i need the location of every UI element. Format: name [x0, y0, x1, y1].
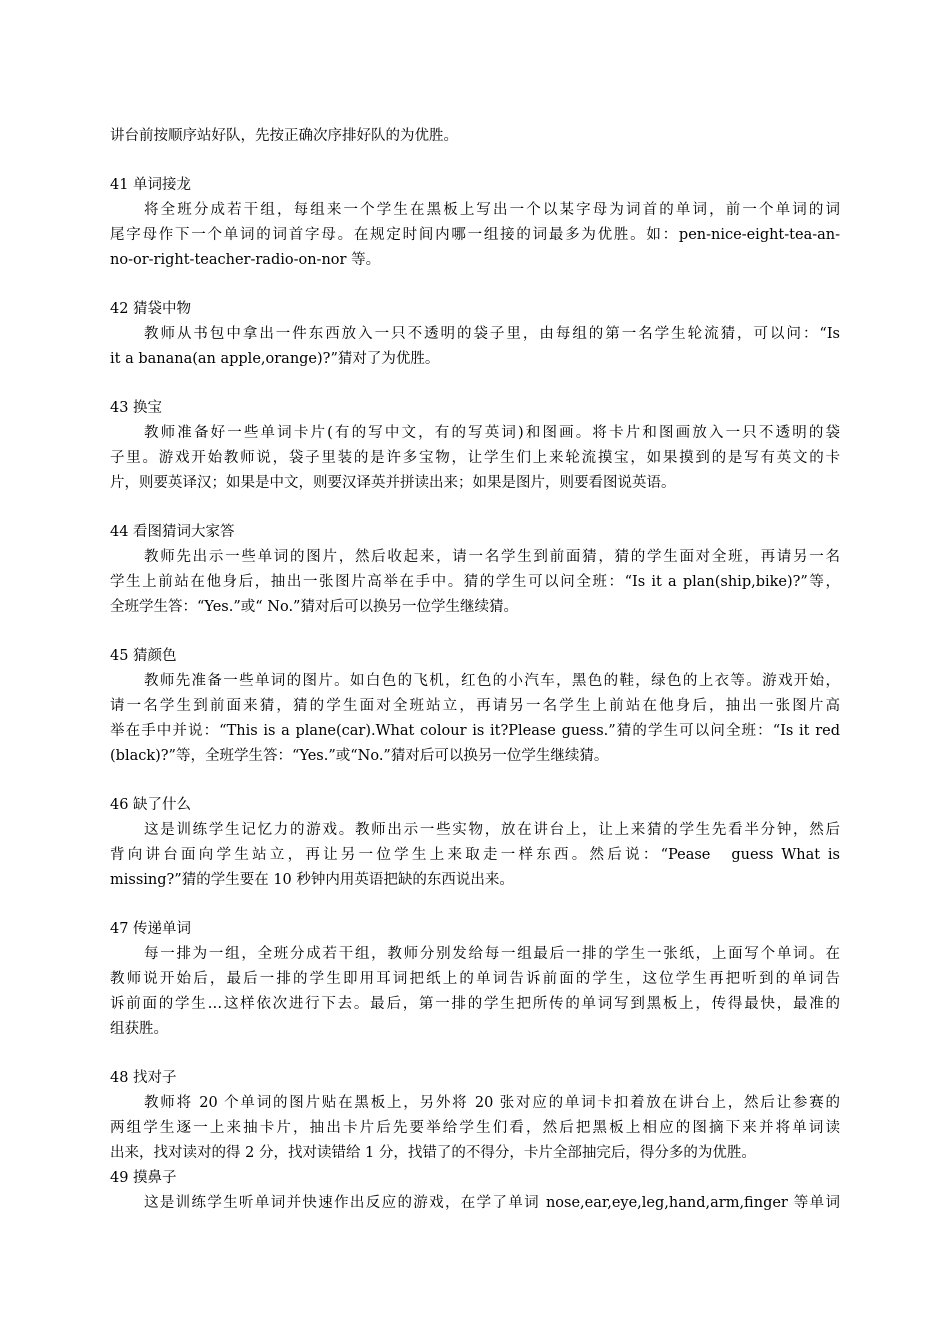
- text-line: 组获胜。: [110, 1021, 168, 1037]
- text-line: 将全班分成若干组，每组来一个学生在黑板上写出一个以某字母为词首的单词，前一个单词的词: [144, 202, 840, 218]
- text-line: it a banana(an apple,orange)?”猜对了为优胜。: [110, 351, 440, 367]
- text-line: 请一名学生到前面来猜，猜的学生面对全班站立，再请另一名学生上前站在他身后，抽出一张图片高: [110, 698, 840, 714]
- text-line: 全班学生答：“Yes.”或“ No.”猜对后可以换另一位学生继续猜。: [110, 599, 518, 615]
- text-line: no-or-right-teacher-radio-on-nor 等。: [110, 252, 381, 268]
- section-heading: 43 换宝: [110, 400, 163, 416]
- text-line: 出来，找对读对的得 2 分，找对读错给 1 分，找错了的不得分，卡片全部抽完后，得分多的为优胜。: [110, 1145, 756, 1161]
- section-42: [110, 297, 840, 372]
- section-46: [110, 793, 840, 893]
- text-line: 教师从书包中拿出一件东西放入一只不透明的袋子里，由每组的第一名学生轮流猜，可以问：“Is: [144, 326, 840, 342]
- document-page: [110, 124, 840, 1216]
- text-line: 教师说开始后，最后一排的学生即用耳词把纸上的单词告诉前面的学生，这位学生再把听到的单词告: [110, 971, 840, 987]
- text-line: 教师先准备一些单词的图片。如白色的飞机，红色的小汽车，黑色的鞋，绿色的上衣等。游戏开始，: [144, 673, 840, 689]
- section-44: [110, 520, 840, 620]
- text-line: 这是训练学生听单词并快速作出反应的游戏，在学了单词 nose,ear,eye,leg,hand,arm,finger 等单词: [144, 1195, 840, 1211]
- section-41: [110, 173, 840, 273]
- section-heading: 41 单词接龙: [110, 177, 192, 193]
- text-line: 每一排为一组，全班分成若干组，教师分别发给每一组最后一排的学生一张纸，上面写个单词。在: [144, 946, 840, 962]
- text-line: 教师准备好一些单词卡片(有的写中文，有的写英词)和图画。将卡片和图画放入一只不透明的袋: [144, 425, 840, 441]
- text-line: 尾字母作下一个单词的词首字母。在规定时间内哪一组接的词最多为优胜。如：pen-nice-eight-tea-an-: [110, 227, 840, 243]
- text-line: missing?”猜的学生要在 10 秒钟内用英语把缺的东西说出来。: [110, 872, 514, 888]
- section-43: [110, 396, 840, 496]
- section-heading: 44 看图猜词大家答: [110, 524, 235, 540]
- text-line: 两组学生逐一上来抽卡片，抽出卡片后先要举给学生们看，然后把黑板上相应的图摘下来并将单词读: [110, 1120, 840, 1136]
- section-heading: 47 传递单词: [110, 921, 192, 937]
- section-heading: 48 找对子: [110, 1070, 177, 1086]
- section-45: [110, 644, 840, 769]
- section-heading: 49 摸鼻子: [110, 1170, 177, 1186]
- section-49: [110, 1166, 840, 1216]
- section-heading: 45 猜颜色: [110, 648, 177, 664]
- text-line: 这是训练学生记忆力的游戏。教师出示一些实物，放在讲台上，让上来猜的学生先看半分钟，然后: [144, 822, 840, 838]
- text-line: 讲台前按顺序站好队，先按正确次序排好队的为优胜。: [110, 128, 458, 144]
- intro-paragraph: [110, 124, 840, 149]
- text-line: 学生上前站在他身后，抽出一张图片高举在手中。猜的学生可以问全班：“Is it a plan(ship,bike)?”等，: [110, 574, 840, 590]
- section-heading: 46 缺了什么: [110, 797, 192, 813]
- text-line: 教师先出示一些单词的图片，然后收起来，请一名学生到前面猜，猜的学生面对全班，再请另一名: [144, 549, 840, 565]
- section-47: [110, 917, 840, 1042]
- text-line: 诉前面的学生…这样依次进行下去。最后，第一排的学生把所传的单词写到黑板上，传得最快，最准的: [110, 996, 840, 1012]
- section-heading: 42 猜袋中物: [110, 301, 192, 317]
- text-line: 背向讲台面向学生站立，再让另一位学生上来取走一样东西。然后说：“Pease guess What is: [110, 847, 840, 863]
- text-line: (black)?”等，全班学生答：“Yes.”或“No.”猜对后可以换另一位学生继续猜。: [110, 748, 609, 764]
- section-48: [110, 1066, 840, 1166]
- text-line: 教师将 20 个单词的图片贴在黑板上，另外将 20 张对应的单词卡扣着放在讲台上，然后让参赛的: [144, 1095, 840, 1111]
- text-line: 片，则要英译汉；如果是中文，则要汉译英并拼读出来；如果是图片，则要看图说英语。: [110, 475, 676, 491]
- text-line: 子里。游戏开始教师说，袋子里装的是许多宝物，让学生们上来轮流摸宝，如果摸到的是写有英文的卡: [110, 450, 840, 466]
- text-line: 举在手中并说：“This is a plane(car).What colour is it?Please guess.”猜的学生可以问全班：“Is it red: [110, 723, 840, 739]
